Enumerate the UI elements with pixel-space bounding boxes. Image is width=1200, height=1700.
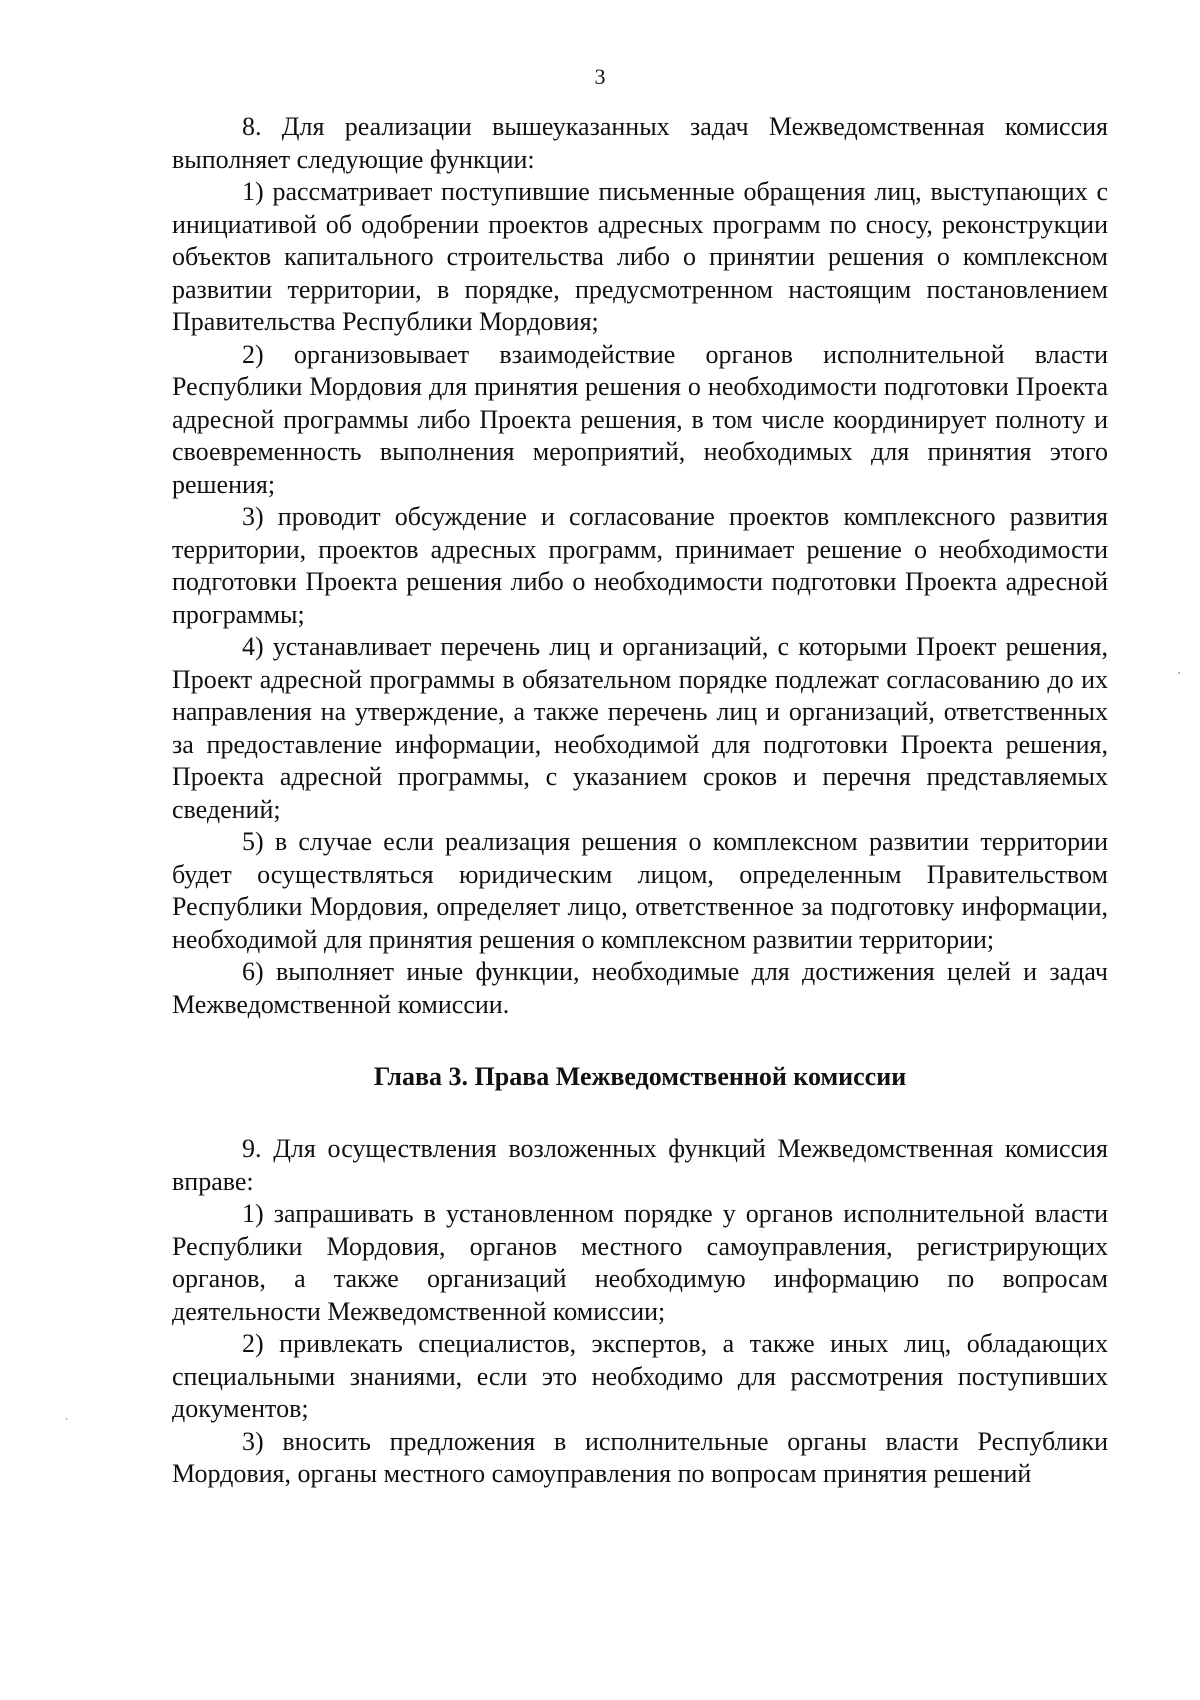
paragraph-8: 8. Для реализации вышеуказанных задач Межведомственная комиссия выполняет следующие функции:: [172, 112, 1108, 174]
scan-speck: [66, 1418, 67, 1420]
functions-section: [172, 111, 1108, 1021]
function-item-6: 6) выполняет иные функции, необходимые для достижения целей и задач Межведомственной комиссии.: [172, 957, 1108, 1019]
rights-item-2: 2) привлекать специалистов, экспертов, а также иных лиц, обладающих специальными знаниями, если это необходимо для рассмотрения поступивших документов;: [172, 1329, 1108, 1423]
document-body: [172, 111, 1108, 1491]
section-spacer: [172, 1021, 1108, 1061]
paragraph-9: 9. Для осуществления возложенных функций Межведомственная комиссия вправе:: [172, 1134, 1108, 1196]
rights-section: [172, 1133, 1108, 1491]
rights-item-1: 1) запрашивать в установленном порядке у органов исполнительной власти Республики Мордовия, органов местного самоуправления, регистрирующих органов, а также организаций необходимую информацию по вопросам деятельности Межведомственной комиссии;: [172, 1199, 1108, 1326]
function-item-1: 1) рассматривает поступившие письменные обращения лиц, выступающих с инициативой об одобрении проектов адресных программ по сносу, реконструкции объектов капитального строительства либо о принятии решения о комплексном развитии территории, в порядке, предусмотренном настоящим постановлением Правительства Республики Мордовия;: [172, 177, 1108, 336]
scan-speck: [1178, 672, 1180, 674]
chapter-heading: Глава 3. Права Межведомственной комиссии: [373, 1062, 907, 1091]
function-item-3: 3) проводит обсуждение и согласование проектов комплексного развития территории, проектов адресных программ, принимает решение о необходимости подготовки Проекта решения либо о необходимости подготовки Проекта адресной программы;: [172, 502, 1108, 629]
scan-speck: [298, 988, 299, 989]
function-item-4: 4) устанавливает перечень лиц и организаций, с которыми Проект решения, Проект адресной программы в обязательном порядке подлежат согласованию до их направления на утверждение, а также перечень лиц и организаций, ответственных за предоставление информации, необходимой для подготовки Проекта решения, Проекта адресной программы, с указанием сроков и перечня представляемых сведений;: [172, 632, 1108, 824]
section-spacer: [172, 1093, 1108, 1133]
page-number: 3: [594, 64, 606, 89]
rights-item-3: 3) вносить предложения в исполнительные органы власти Республики Мордовия, органы местного самоуправления по вопросам принятия решений: [172, 1426, 1108, 1488]
function-item-2: 2) организовывает взаимодействие органов исполнительной власти Республики Мордовия для принятия решения о необходимости подготовки Проекта адресной программы либо Проекта решения, в том числе координирует полноту и своевременность выполнения мероприятий, необходимых для принятия этого решения;: [172, 339, 1108, 499]
function-item-5: 5) в случае если реализация решения о комплексном развитии территории будет осуществляться юридическим лицом, определенным Правительством Республики Мордовия, определяет лицо, ответственное за подготовку информации, необходимой для принятия решения о комплексном развитии территории;: [172, 827, 1108, 954]
